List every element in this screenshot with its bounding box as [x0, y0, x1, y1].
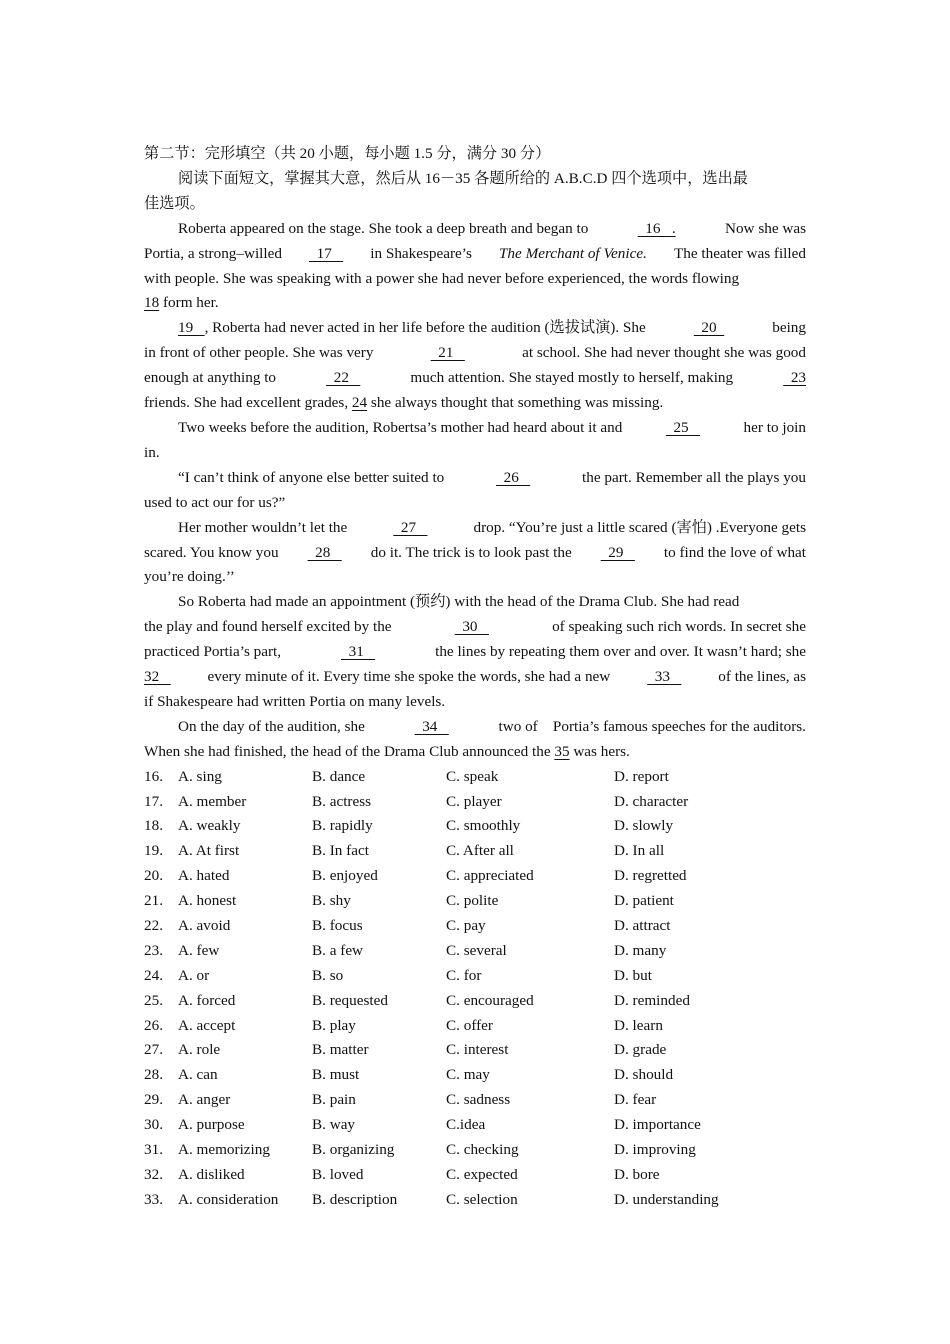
option-a: A. role	[178, 1041, 221, 1059]
option-a: A. anger	[178, 1091, 231, 1109]
passage-paragraph-4	[144, 466, 806, 516]
question-number: 24.	[144, 966, 163, 984]
passage-line	[144, 217, 806, 242]
option-a: A. forced	[178, 991, 236, 1009]
option-c: C. offer	[446, 1016, 493, 1034]
option-row	[144, 1088, 806, 1113]
passage-text: in front of other people. She was very	[144, 344, 374, 362]
option-c: C. pay	[446, 917, 486, 934]
section-title: 第二节：完形填空（共 20 小题，每小题 1.5 分，满分 30 分）	[144, 145, 551, 162]
blank-20: 20	[693, 319, 725, 337]
option-a: A. accept	[178, 1016, 236, 1034]
option-b: B. requested	[312, 991, 388, 1009]
question-number: 21.	[144, 892, 163, 910]
option-d: D. improving	[614, 1141, 696, 1159]
passage-text: Two weeks before the audition, Robertsa’s mother had heard about it and	[178, 418, 623, 436]
passage-paragraph-5	[144, 516, 806, 591]
option-b: B. matter	[312, 1041, 369, 1059]
question-number: 19.	[144, 842, 163, 860]
passage-line	[144, 341, 806, 366]
passage-text: , Roberta had never acted in her life before the audition (选拔试演). She	[204, 319, 646, 337]
passage-line	[144, 242, 806, 267]
passage-text: of the lines, as	[718, 668, 806, 686]
option-b: B. actress	[312, 792, 372, 810]
passage-line	[144, 541, 806, 566]
option-a: A. At first	[178, 842, 240, 860]
passage-paragraph-6	[144, 590, 806, 715]
passage-paragraph-7	[144, 715, 806, 765]
option-b: B. so	[312, 966, 344, 984]
option-c: C. several	[446, 941, 507, 959]
passage-text: in Shakespeare’s	[370, 244, 472, 262]
option-c: C. speak	[446, 767, 499, 785]
question-number: 29.	[144, 1091, 163, 1109]
option-a: A. can	[178, 1066, 218, 1084]
option-d: D. fear	[614, 1091, 657, 1109]
blank-26: 26	[496, 468, 531, 486]
blank-33: 33	[647, 668, 682, 686]
option-row	[144, 1038, 806, 1063]
option-c: C. sadness	[446, 1091, 511, 1109]
question-number: 30.	[144, 1116, 163, 1134]
passage-text: every minute of it. Every time she spoke the words, she had a new	[207, 668, 611, 686]
passage-text: to find the love of what	[663, 543, 806, 561]
passage-text: she always thought that something was missing.	[370, 394, 664, 412]
option-b: B. a few	[312, 941, 364, 959]
passage-line: used to act our for us?”	[144, 493, 286, 511]
instructions-line-1: 阅读下面短文，掌握其大意，然后从 16－35 各题所给的 A.B.C.D 四个选项中，选出最	[178, 169, 748, 187]
passage-text: the part. Remember all the plays you	[582, 468, 806, 486]
option-row	[144, 1138, 806, 1163]
passage-text: practiced Portia’s part,	[144, 643, 282, 661]
option-d: D. report	[614, 767, 669, 785]
passage-text: When she had finished, the head of the Drama Club announced the	[144, 742, 551, 760]
question-number: 16.	[144, 767, 163, 785]
option-a: A. hated	[178, 867, 230, 885]
option-c: C. expected	[446, 1165, 518, 1183]
passage-text: Roberta appeared on the stage. She took a deep breath and began to	[178, 219, 589, 237]
play-title: The Merchant of Venice.	[498, 244, 647, 262]
blank-19: 19	[178, 319, 205, 337]
question-number: 17.	[144, 792, 163, 810]
option-c: C. smoothly	[446, 817, 521, 835]
blank-34: 34	[414, 717, 449, 735]
option-c: C. selection	[446, 1190, 518, 1208]
question-number: 18.	[144, 817, 163, 835]
option-row	[144, 1063, 806, 1088]
question-number: 28.	[144, 1066, 163, 1084]
option-b: B. In fact	[312, 842, 369, 860]
option-c: C. for	[446, 966, 482, 984]
passage-text: Portia, a strong–willed	[144, 244, 282, 262]
option-row	[144, 1188, 806, 1213]
passage-text: being	[772, 319, 806, 337]
blank-28: 28	[307, 543, 342, 561]
blank-16: 16 .	[637, 219, 676, 237]
blank-18: 18	[144, 294, 160, 312]
option-row	[144, 790, 806, 815]
passage-line	[144, 291, 806, 316]
passage-line: with people. She was speaking with a power she had never before experienced, the words flowing	[144, 269, 740, 287]
passage-line	[144, 640, 806, 665]
option-row	[144, 1163, 806, 1188]
option-row	[144, 939, 806, 964]
passage-text: the lines by repeating them over and over. It wasn’t hard; she	[435, 643, 806, 661]
passage-text: the play and found herself excited by the	[144, 618, 392, 636]
option-row	[144, 814, 806, 839]
passage-text: scared. You know you	[144, 543, 279, 561]
option-a: A. or	[178, 966, 210, 984]
blank-25: 25	[665, 418, 701, 436]
question-number: 22.	[144, 917, 163, 934]
option-c: C. appreciated	[446, 867, 534, 885]
option-a: A. disliked	[178, 1165, 245, 1183]
option-c: C. polite	[446, 892, 499, 910]
passage-line	[144, 665, 806, 690]
passage-line: if Shakespeare had written Portia on many levels.	[144, 692, 446, 710]
passage-text: her to join	[743, 418, 806, 436]
passage-line	[144, 715, 806, 740]
option-a: A. honest	[178, 892, 237, 910]
option-b: B. loved	[312, 1165, 364, 1183]
option-row	[144, 765, 806, 790]
option-a: A. sing	[178, 767, 222, 785]
passage-text: enough at anything to	[144, 369, 277, 387]
option-row	[144, 964, 806, 989]
question-number: 25.	[144, 991, 163, 1009]
passage-line: you’re doing.’’	[144, 568, 235, 586]
option-c: C. interest	[446, 1041, 509, 1059]
blank-35: 35	[554, 742, 570, 760]
option-a: A. member	[178, 792, 247, 810]
passage-text: do it. The trick is to look past the	[370, 543, 572, 561]
option-b: B. description	[312, 1190, 398, 1208]
cloze-section	[144, 142, 806, 1213]
passage-paragraph-2	[144, 316, 806, 416]
question-number: 31.	[144, 1141, 163, 1159]
blank-29: 29	[600, 543, 635, 561]
option-row	[144, 889, 806, 914]
option-row	[144, 914, 806, 939]
passage-text: of speaking such rich words. In secret she	[552, 618, 806, 636]
passage-line	[144, 391, 806, 416]
option-row	[144, 989, 806, 1014]
question-number: 23.	[144, 941, 163, 959]
passage-text: On the day of the audition, she	[178, 717, 365, 735]
option-a: A. weakly	[178, 817, 241, 835]
question-number: 32.	[144, 1165, 163, 1183]
option-d: D. should	[614, 1066, 674, 1084]
option-b: B. way	[312, 1116, 356, 1134]
passage-text: Her mother wouldn’t let the	[178, 518, 348, 536]
option-c: C. After all	[446, 842, 514, 860]
answer-options	[144, 765, 806, 1213]
option-d: D. regretted	[614, 867, 687, 885]
option-d: D. grade	[614, 1041, 667, 1059]
passage-line	[144, 466, 806, 491]
option-a: A. purpose	[178, 1116, 245, 1134]
passage-line: So Roberta had made an appointment (预约) with the head of the Drama Club. She had read	[178, 593, 740, 611]
blank-32: 32	[144, 668, 171, 686]
instructions-line-2: 佳选项。	[144, 194, 205, 212]
passage-line: in.	[144, 443, 160, 461]
option-b: B. focus	[312, 917, 363, 934]
option-d: D. attract	[614, 917, 671, 934]
passage-text: was hers.	[573, 742, 630, 760]
option-b: B. play	[312, 1016, 356, 1034]
option-d: D. patient	[614, 892, 674, 910]
passage-text: friends. She had excellent grades,	[144, 394, 349, 412]
blank-22: 22	[326, 369, 361, 387]
option-d: D. reminded	[614, 991, 690, 1009]
question-number: 20.	[144, 867, 163, 885]
option-row	[144, 839, 806, 864]
passage-text: two of Portia’s famous speeches for the auditors.	[498, 717, 806, 735]
option-row	[144, 1113, 806, 1138]
passage-line	[144, 615, 806, 640]
passage-text: at school. She had never thought she was good	[522, 344, 806, 362]
passage-text: “I can’t think of anyone else better suited to	[178, 468, 445, 486]
option-d: D. In all	[614, 842, 665, 860]
passage-text: much attention. She stayed mostly to herself, making	[410, 369, 734, 387]
option-row	[144, 1014, 806, 1039]
option-a: A. consideration	[178, 1190, 279, 1208]
option-b: B. dance	[312, 767, 366, 785]
passage-text: The theater was filled	[673, 244, 806, 262]
blank-21: 21	[430, 344, 465, 362]
option-b: B. rapidly	[312, 817, 373, 835]
option-a: A. memorizing	[178, 1141, 270, 1159]
passage-paragraph-3	[144, 416, 806, 466]
passage-text: drop. “You’re just a little scared (害怕) .Everyone gets	[473, 518, 806, 536]
option-b: B. organizing	[312, 1141, 395, 1159]
option-row	[144, 864, 806, 889]
option-c: C. player	[446, 792, 502, 810]
option-d: D. understanding	[614, 1190, 719, 1208]
option-d: D. but	[614, 966, 652, 984]
blank-24: 24	[351, 394, 368, 412]
passage-paragraph-1	[144, 217, 806, 317]
option-b: B. must	[312, 1066, 360, 1084]
option-d: D. many	[614, 941, 667, 959]
option-a: A. avoid	[178, 917, 231, 934]
option-a: A. few	[178, 941, 220, 959]
passage-line	[144, 740, 806, 765]
option-c: C. checking	[446, 1141, 519, 1159]
option-d: D. importance	[614, 1116, 701, 1134]
option-d: D. bore	[614, 1165, 660, 1183]
blank-23: 23	[783, 369, 806, 387]
option-d: D. learn	[614, 1016, 663, 1034]
passage-text: Now she was	[725, 219, 806, 237]
blank-17: 17	[309, 244, 344, 262]
option-b: B. pain	[312, 1091, 356, 1109]
passage-line	[144, 366, 806, 391]
question-number: 33.	[144, 1190, 163, 1208]
option-b: B. enjoyed	[312, 867, 378, 885]
option-d: D. slowly	[614, 817, 674, 835]
passage-text: form her.	[162, 294, 219, 312]
blank-27: 27	[393, 518, 428, 536]
option-c: C. may	[446, 1066, 490, 1084]
blank-30: 30	[454, 618, 489, 636]
question-number: 26.	[144, 1016, 163, 1034]
option-b: B. shy	[312, 892, 351, 910]
option-c: C. encouraged	[446, 991, 534, 1009]
question-number: 27.	[144, 1041, 163, 1059]
option-c: C.idea	[446, 1116, 486, 1134]
passage-line	[144, 316, 806, 341]
passage-line	[144, 416, 806, 441]
passage-line	[144, 516, 806, 541]
blank-31: 31	[341, 643, 376, 661]
option-d: D. character	[614, 792, 689, 810]
